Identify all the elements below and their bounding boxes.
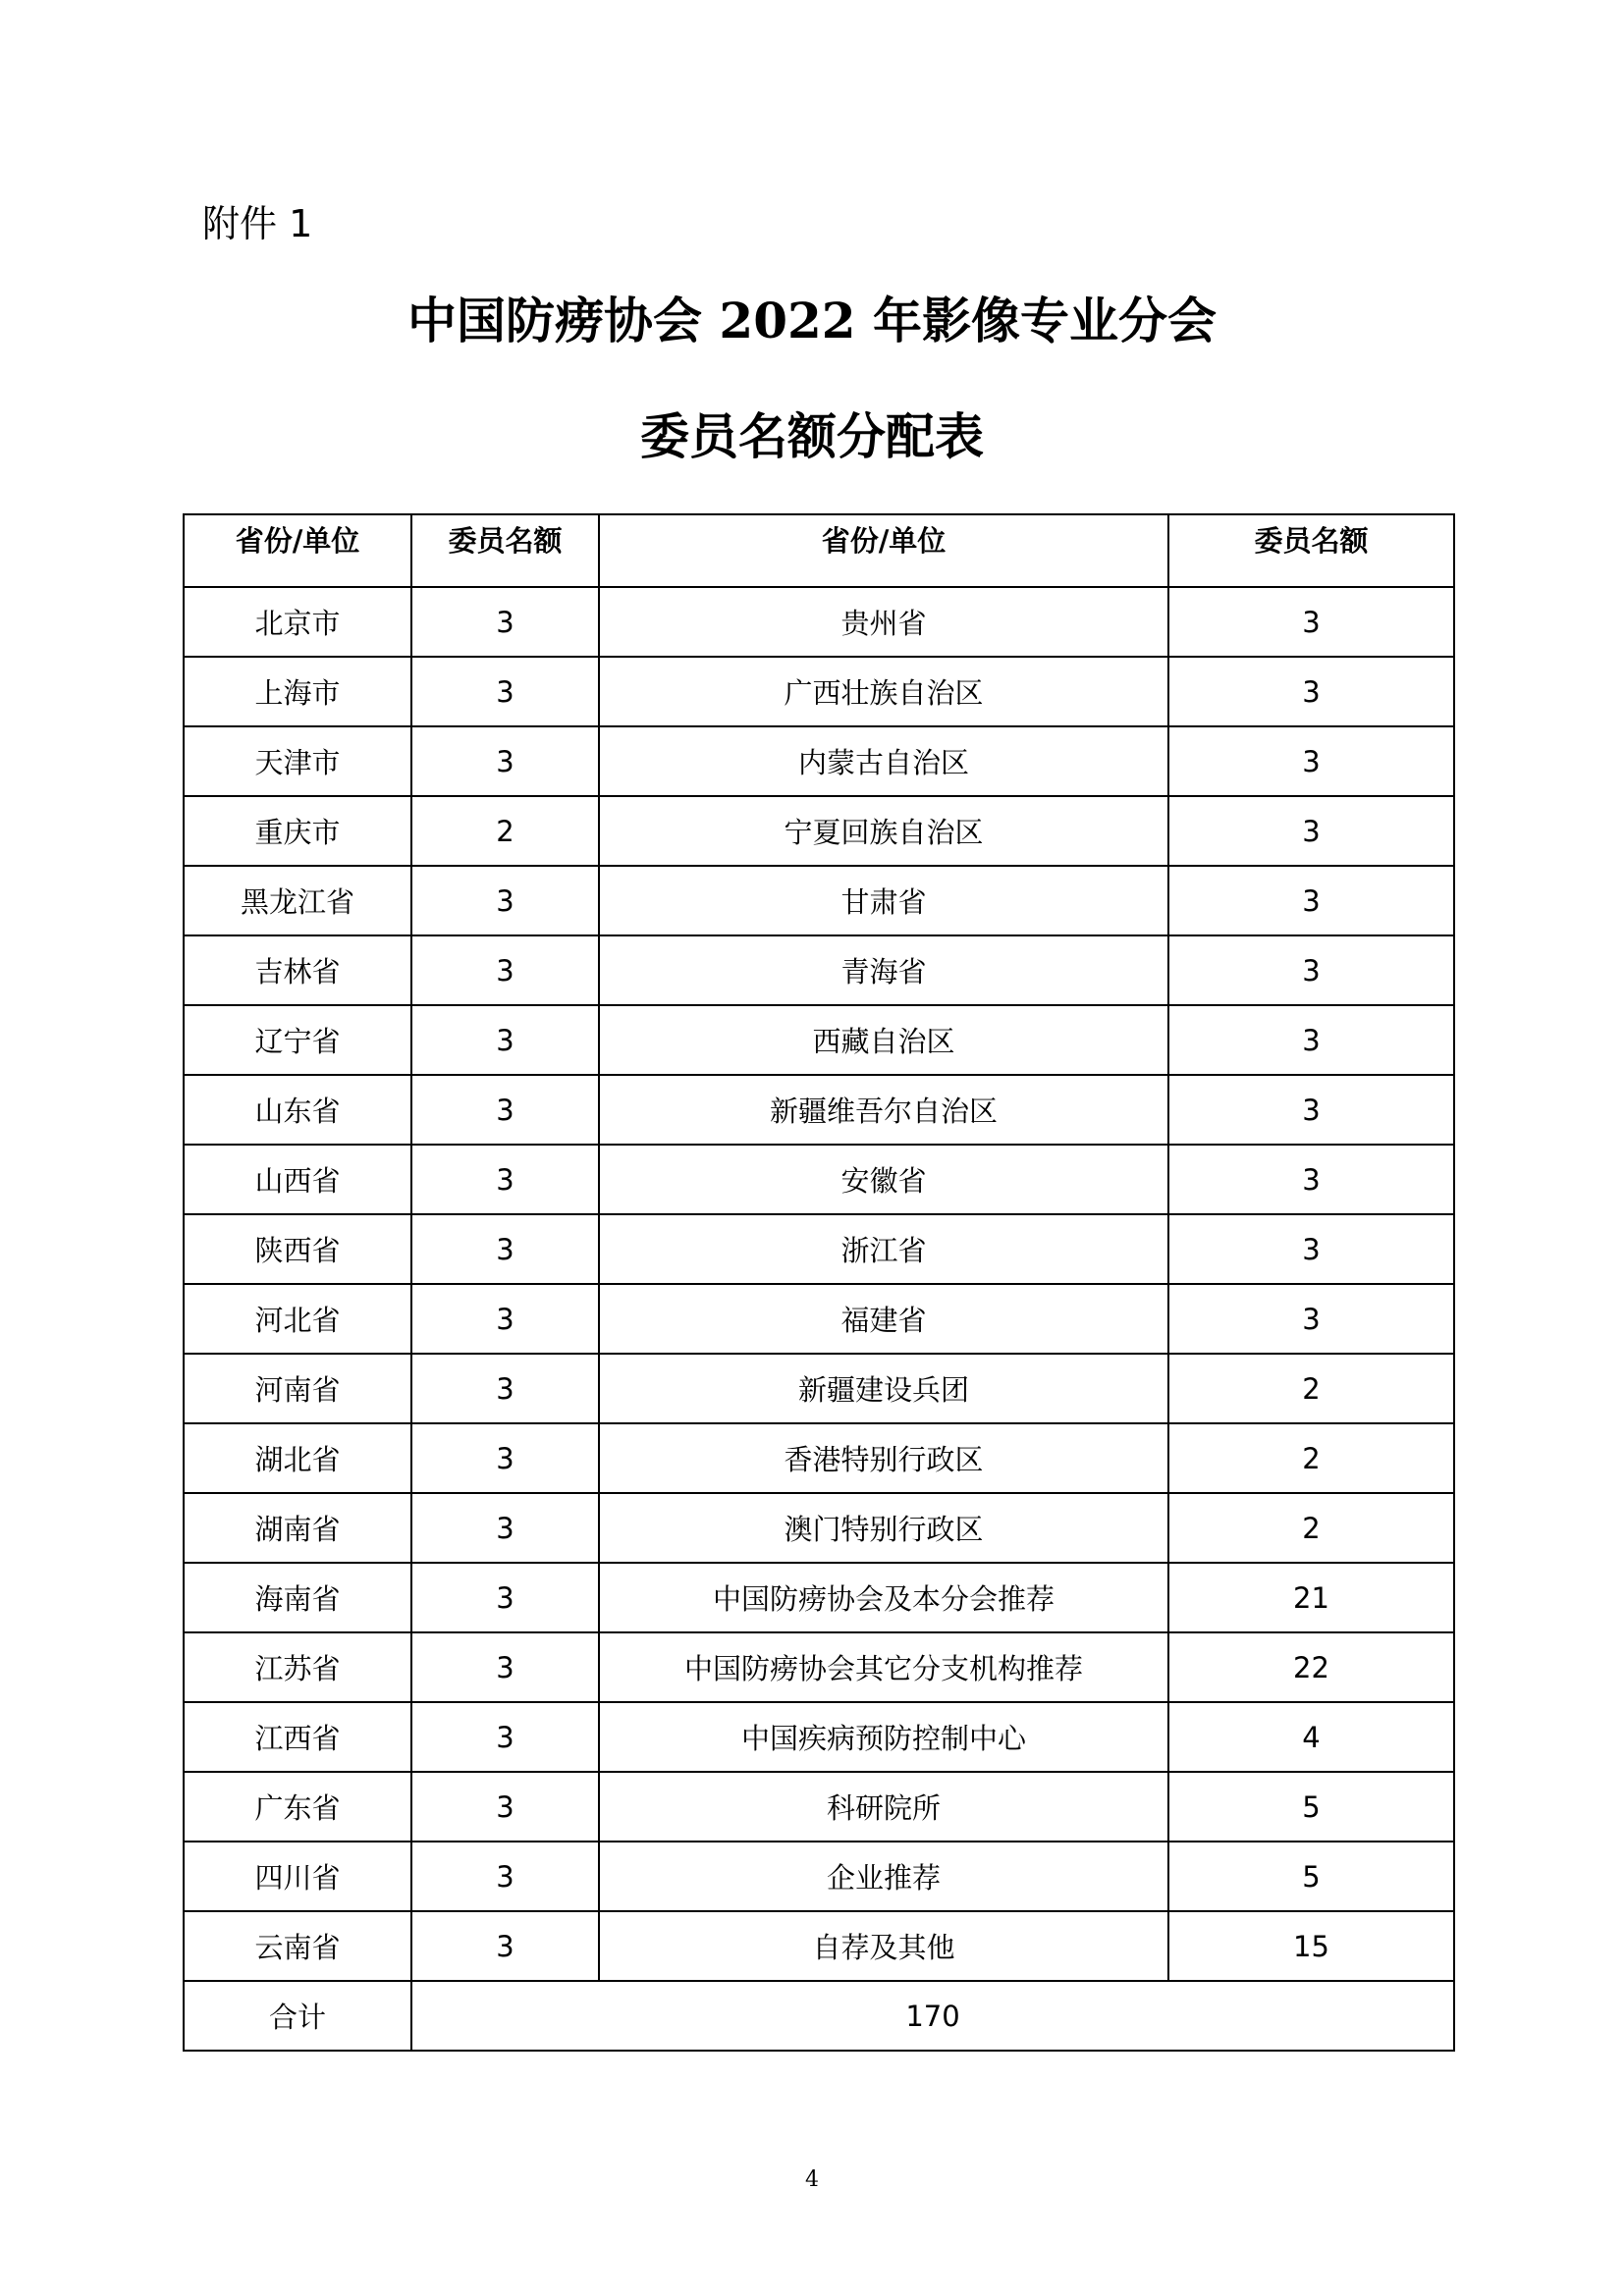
cell-quota-left: 3 [411,1354,599,1423]
cell-quota-right: 3 [1168,866,1454,935]
cell-province-left: 河南省 [184,1354,411,1423]
table-row [184,1632,1454,1702]
cell-quota-left: 3 [411,1423,599,1493]
cell-province-right: 福建省 [599,1284,1168,1354]
cell-quota-right: 3 [1168,1214,1454,1284]
cell-quota-left: 3 [411,1842,599,1911]
cell-province-right: 新疆建设兵团 [599,1354,1168,1423]
cell-province-right: 科研院所 [599,1772,1168,1842]
cell-quota-left: 2 [411,796,599,866]
cell-province-left: 上海市 [184,657,411,726]
table-row [184,935,1454,1005]
cell-quota-left: 3 [411,1632,599,1702]
table-header-row [184,514,1454,587]
cell-quota-right: 22 [1168,1632,1454,1702]
total-row [184,1981,1454,2051]
table-row [184,1493,1454,1563]
table-row [184,1772,1454,1842]
cell-quota-right: 3 [1168,1145,1454,1214]
table-row [184,587,1454,657]
cell-province-right: 青海省 [599,935,1168,1005]
document-title: 中国防痨协会 2022 年影像专业分会 [407,292,1217,349]
cell-quota-left: 3 [411,866,599,935]
cell-quota-right: 15 [1168,1911,1454,1981]
table-row [184,1911,1454,1981]
cell-province-right: 贵州省 [599,587,1168,657]
table-row [184,1702,1454,1772]
cell-province-left: 云南省 [184,1911,411,1981]
cell-quota-right: 3 [1168,657,1454,726]
cell-province-left: 海南省 [184,1563,411,1632]
header-province-right: 省份/单位 [599,514,1168,587]
cell-quota-left: 3 [411,587,599,657]
cell-province-right: 新疆维吾尔自治区 [599,1075,1168,1145]
cell-quota-right: 2 [1168,1493,1454,1563]
cell-province-left: 江苏省 [184,1632,411,1702]
cell-quota-left: 3 [411,1563,599,1632]
table-row [184,1563,1454,1632]
attachment-label: 附件 1 [202,202,313,245]
header-quota-left: 委员名额 [411,514,599,587]
cell-quota-right: 5 [1168,1772,1454,1842]
cell-quota-right: 21 [1168,1563,1454,1632]
cell-quota-left: 3 [411,1005,599,1075]
cell-province-left: 北京市 [184,587,411,657]
page-number: 4 [805,2167,819,2192]
cell-quota-right: 3 [1168,587,1454,657]
cell-province-right: 安徽省 [599,1145,1168,1214]
cell-province-left: 河北省 [184,1284,411,1354]
cell-province-left: 湖北省 [184,1423,411,1493]
cell-province-right: 甘肃省 [599,866,1168,935]
table-row [184,796,1454,866]
cell-province-right: 西藏自治区 [599,1005,1168,1075]
cell-quota-right: 5 [1168,1842,1454,1911]
table-row [184,1354,1454,1423]
cell-province-left: 陕西省 [184,1214,411,1284]
cell-province-left: 黑龙江省 [184,866,411,935]
document-subtitle: 委员名额分配表 [640,407,984,465]
cell-quota-left: 3 [411,1772,599,1842]
table-row [184,1423,1454,1493]
table-row [184,1005,1454,1075]
cell-province-left: 湖南省 [184,1493,411,1563]
cell-quota-left: 3 [411,935,599,1005]
cell-province-left: 四川省 [184,1842,411,1911]
cell-province-right: 中国防痨协会及本分会推荐 [599,1563,1168,1632]
cell-quota-right: 3 [1168,1284,1454,1354]
cell-quota-left: 3 [411,726,599,796]
table-row [184,1145,1454,1214]
cell-quota-left: 3 [411,1214,599,1284]
table-row [184,657,1454,726]
quota-table [183,513,1455,2052]
cell-quota-right: 2 [1168,1354,1454,1423]
total-label: 合计 [184,1981,411,2051]
cell-quota-right: 3 [1168,726,1454,796]
cell-quota-left: 3 [411,1075,599,1145]
header-province-left: 省份/单位 [184,514,411,587]
cell-quota-left: 3 [411,657,599,726]
cell-province-right: 广西壮族自治区 [599,657,1168,726]
cell-quota-left: 3 [411,1145,599,1214]
table-row [184,726,1454,796]
cell-quota-right: 3 [1168,1005,1454,1075]
cell-quota-right: 3 [1168,796,1454,866]
cell-province-left: 山西省 [184,1145,411,1214]
cell-quota-right: 3 [1168,935,1454,1005]
cell-province-right: 宁夏回族自治区 [599,796,1168,866]
cell-province-right: 澳门特别行政区 [599,1493,1168,1563]
cell-province-right: 自荐及其他 [599,1911,1168,1981]
cell-province-left: 天津市 [184,726,411,796]
cell-quota-right: 2 [1168,1423,1454,1493]
cell-province-left: 江西省 [184,1702,411,1772]
cell-province-left: 广东省 [184,1772,411,1842]
table-row [184,1075,1454,1145]
cell-province-right: 中国防痨协会其它分支机构推荐 [599,1632,1168,1702]
cell-province-left: 重庆市 [184,796,411,866]
table-row [184,1214,1454,1284]
cell-province-right: 浙江省 [599,1214,1168,1284]
cell-province-left: 山东省 [184,1075,411,1145]
table-row [184,866,1454,935]
cell-quota-left: 3 [411,1911,599,1981]
cell-province-left: 吉林省 [184,935,411,1005]
cell-province-right: 香港特别行政区 [599,1423,1168,1493]
table-row [184,1284,1454,1354]
cell-quota-right: 3 [1168,1075,1454,1145]
cell-quota-right: 4 [1168,1702,1454,1772]
table-row [184,1842,1454,1911]
table-body [184,587,1454,1981]
total-value: 170 [411,1981,1454,2051]
header-quota-right: 委员名额 [1168,514,1454,587]
cell-quota-left: 3 [411,1702,599,1772]
cell-province-right: 企业推荐 [599,1842,1168,1911]
cell-province-right: 内蒙古自治区 [599,726,1168,796]
cell-province-left: 辽宁省 [184,1005,411,1075]
cell-quota-left: 3 [411,1493,599,1563]
cell-quota-left: 3 [411,1284,599,1354]
cell-province-right: 中国疾病预防控制中心 [599,1702,1168,1772]
